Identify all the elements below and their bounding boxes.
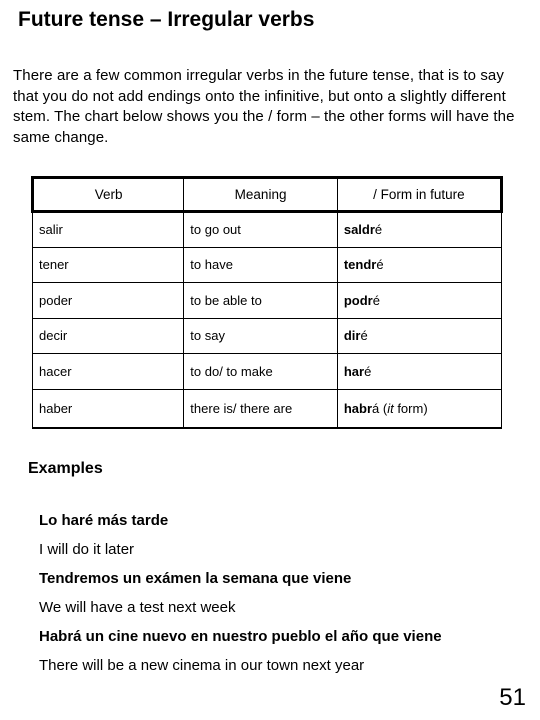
header-future-form: / Form in future (337, 178, 501, 212)
header-verb: Verb (33, 178, 184, 212)
table-row (33, 318, 502, 354)
future-ending: é (376, 257, 384, 273)
future-form-cell (337, 247, 501, 283)
intro-paragraph: There are a few common irregular verbs in the future tense, that is to say that you do not add endings onto the infinitive, but onto a slightly different stem. The chart below shows you the / form – the other forms will have the same change. (13, 67, 515, 146)
meaning-cell: to go out (184, 212, 338, 248)
example-spanish: Tendremos un exámen la semana que viene (39, 570, 352, 587)
verb-cell: poder (33, 283, 184, 319)
future-form-cell (337, 389, 501, 428)
future-form-cell (337, 283, 501, 319)
future-stem: har (343, 363, 365, 379)
future-ending: é (374, 222, 383, 238)
meaning-cell: to say (184, 318, 338, 354)
irregular-verbs-table (31, 176, 503, 429)
meaning-cell: to be able to (184, 283, 338, 319)
future-ending: é (364, 363, 372, 379)
table-header-row (33, 178, 502, 212)
future-stem: podr (343, 292, 373, 308)
future-form-cell (337, 212, 501, 248)
future-ending: é (372, 292, 380, 308)
future-ending: é (360, 328, 368, 344)
future-form-cell (337, 354, 501, 390)
future-note-open: ( (379, 400, 388, 416)
future-note-italic: it (387, 400, 394, 416)
future-ending: á (372, 400, 380, 416)
meaning-cell: to do/ to make (184, 354, 338, 390)
verb-cell: decir (33, 318, 184, 354)
meaning-cell: to have (184, 247, 338, 283)
verb-cell: salir (33, 212, 184, 248)
future-note-close: form) (393, 400, 428, 416)
future-stem: tendr (343, 257, 377, 273)
examples-heading: Examples (28, 460, 103, 477)
example-spanish: Habrá un cine nuevo en nuestro pueblo el año que viene (39, 628, 442, 645)
verb-cell: hacer (33, 354, 184, 390)
future-stem: saldr (343, 222, 375, 238)
table-row (33, 354, 502, 390)
verb-cell: haber (33, 389, 184, 428)
table-row (33, 212, 502, 248)
table-row (33, 247, 502, 283)
future-form-cell (337, 318, 501, 354)
header-meaning: Meaning (184, 178, 338, 212)
table-row (33, 283, 502, 319)
example-english: I will do it later (39, 541, 135, 558)
example-english: We will have a test next week (39, 599, 236, 616)
page-title: Future tense – Irregular verbs (18, 8, 315, 31)
meaning-cell: there is/ there are (184, 389, 338, 428)
future-stem: dir (343, 328, 361, 344)
future-stem: habr (343, 400, 373, 416)
page-number: 51 (499, 684, 526, 711)
verb-cell: tener (33, 247, 184, 283)
table-row (33, 389, 502, 428)
example-english: There will be a new cinema in our town next year (39, 657, 365, 674)
example-spanish: Lo haré más tarde (39, 512, 169, 529)
